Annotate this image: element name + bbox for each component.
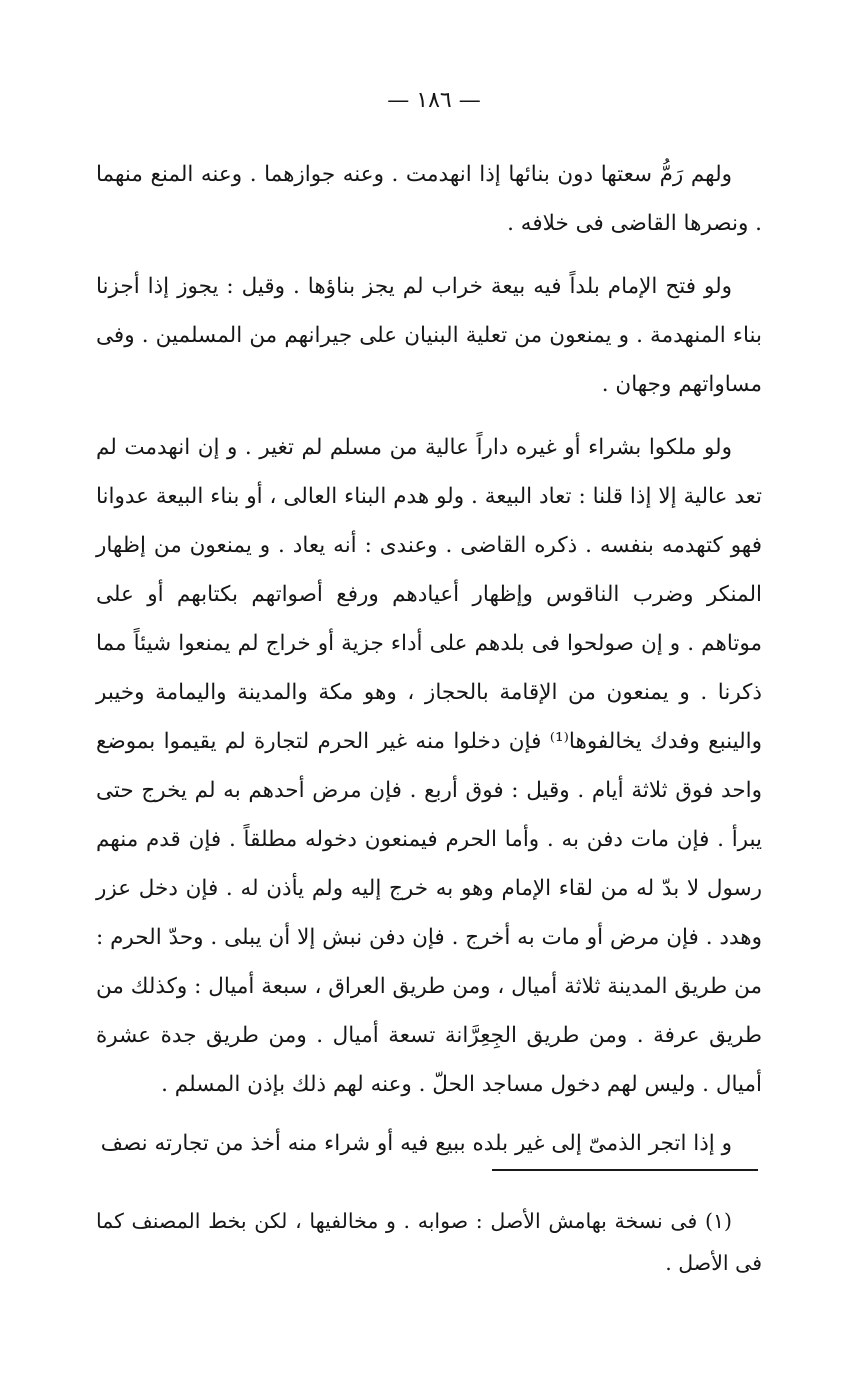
- page-number: — ١٨٦ —: [387, 88, 481, 113]
- paragraph: ولو ملكوا بشراء أو غيره داراً عالية من مسلم لم تغير . و إن انهدمت لم تعد عالية إلا إذا قلنا : تعاد البيعة . ولو هدم البناء العالى ، أو بناء البيعة عدوانا فهو كتهدمه بنفسه . ذكره القاضى . وعندى : أنه يعاد . و يمنعون من إظهار المنكر وضرب الناقوس وإظهار أعيادهم ورفع أصواتهم بكتابهم أو على موتاهم . و إن صولحوا فى بلدهم على أداء جزية أو خراج لم يمنعوا شيئاً مما ذكرنا . و يمنعون من الإقامة بالحجاز ، وهو مكة والمدينة واليمامة وخيبر والينبع وفدك يخالفوها⁽¹⁾ فإن دخلوا منه غير الحرم لتجارة لم يقيموا بموضع واحد فوق ثلاثة أيام . وقيل : فوق أربع . فإن مرض أحدهم به لم يخرج حتى يبرأ . فإن مات دفن به . وأما الحرم فيمنعون دخوله مطلقاً . فإن قدم منهم رسول لا بدّ له من لقاء الإمام وهو به خرج إليه ولم يأذن له . فإن دخل عزر وهدد . فإن مرض أو مات به أخرج . فإن دفن نبش إلا أن يبلى . وحدّ الحرم : من طريق المدينة ثلاثة أميال ، ومن طريق العراق ، سبعة أميال : وكذلك من طريق عرفة . ومن طريق الجِعِرَّانة تسعة أميال . ومن طريق جدة عشرة أميال . وليس لهم دخول مساجد الحلّ . وعنه لهم ذلك بإذن المسلم .: [96, 435, 762, 1097]
- footnote: (١) فى نسخة بهامش الأصل : صوابه . و مخالفيها ، لكن بخط المصنف كما فى الأصل .: [96, 1209, 762, 1275]
- paragraph: و إذا اتجر الذمىّ إلى غير بلده ببيع فيه أو شراء منه أخذ من تجارته نصف: [100, 1131, 732, 1156]
- footnote-divider: [492, 1169, 758, 1171]
- paragraph: ولهم رَمُّ سعتها دون بنائها إذا انهدمت . وعنه جوازهما . وعنه المنع منهما . ونصرها القاضى فى خلافه .: [96, 162, 762, 236]
- paragraph: ولو فتح الإمام بلداً فيه بيعة خراب لم يجز بناؤها . وقيل : يجوز إذا أجزنا بناء المنهدمة . و يمنعون من تعلية البنيان على جيرانهم من المسلمين . وفى مساواتهم وجهان .: [96, 274, 762, 397]
- body-text: [96, 150, 762, 1180]
